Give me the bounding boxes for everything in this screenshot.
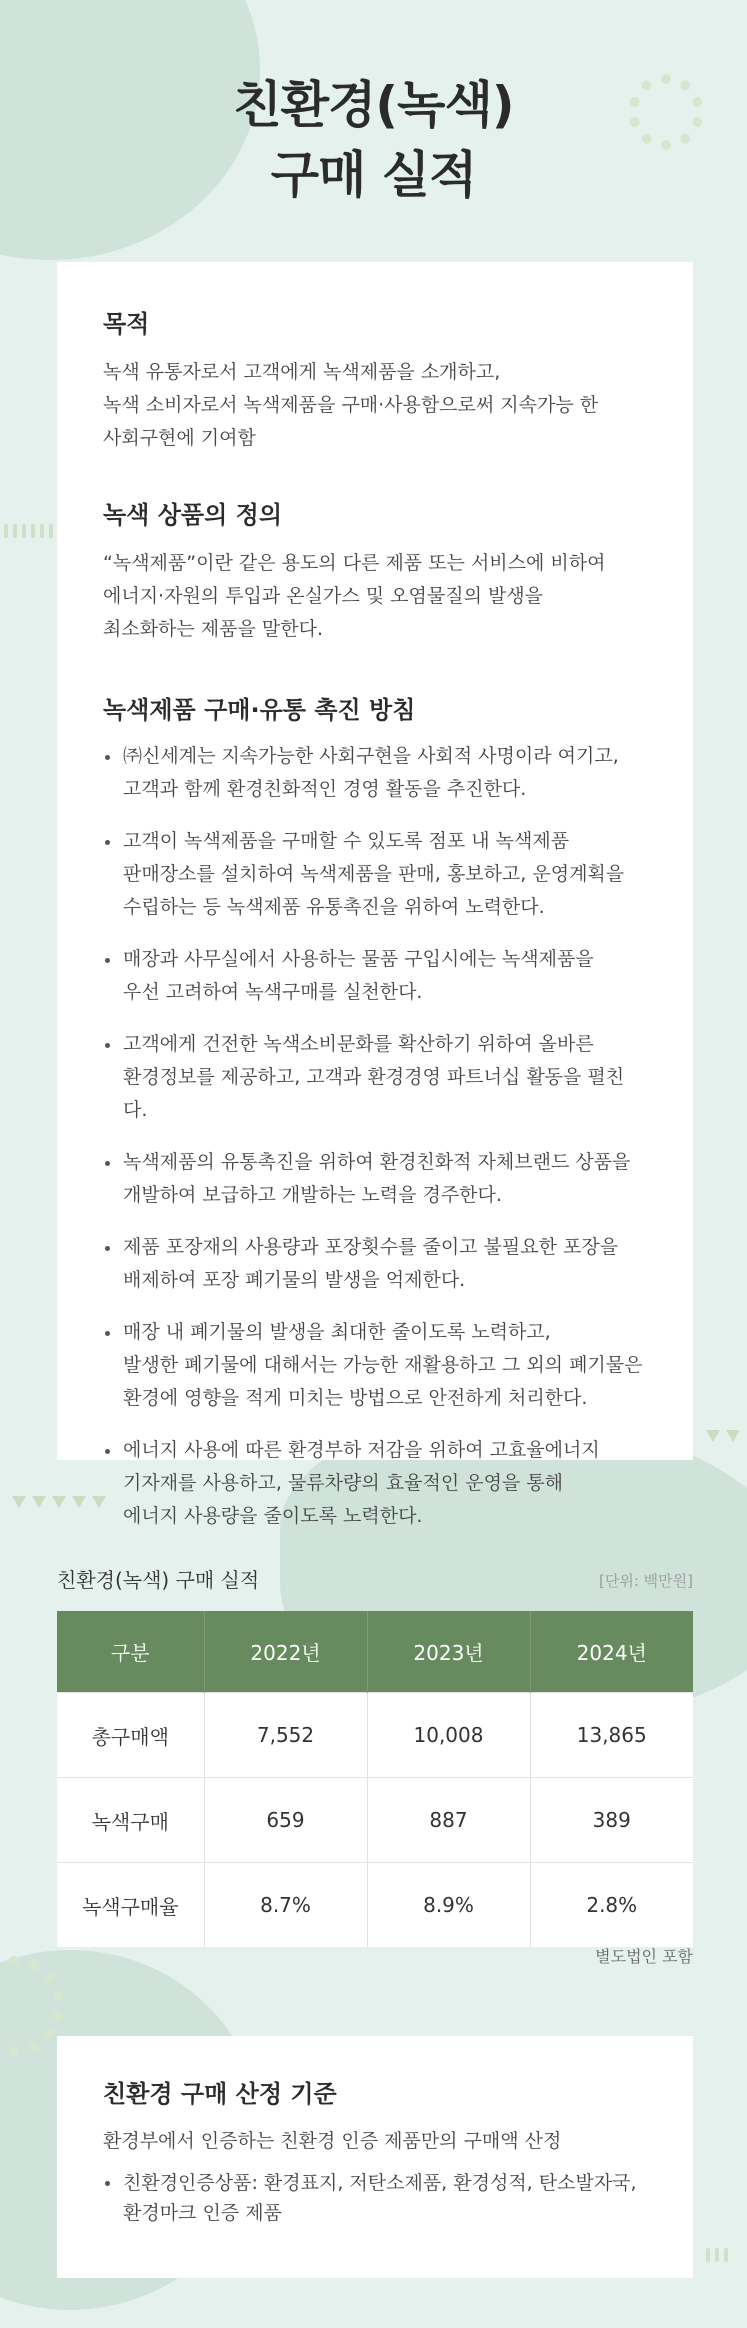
- dash-decoration: [706, 2248, 728, 2262]
- table-cell: 659: [204, 1778, 367, 1863]
- page-title-line2: 구매 실적: [270, 146, 477, 204]
- table-cell: 녹색구매: [57, 1778, 204, 1863]
- criteria-card: [57, 2036, 693, 2278]
- table-header-cell: 구분: [57, 1611, 204, 1693]
- policy-card: [57, 262, 693, 1527]
- purpose-title: 목적: [103, 310, 150, 338]
- table-cell: 8.9%: [367, 1863, 530, 1948]
- table-header-row: [57, 1611, 693, 1693]
- purpose-text: 녹색 유통자로서 고객에게 녹색제품을 소개하고, 녹색 소비자로서 녹색제품을 구매·사용함으로써 지속가능 한 사회구현에 기여함: [103, 361, 599, 449]
- policy-item: 녹색제품의 유통촉진을 위하여 환경친화적 자체브랜드 상품을 개발하여 보급하고 개발하는 노력을 경주한다.: [103, 1146, 647, 1212]
- triangle-decoration: [12, 1496, 106, 1508]
- policy-item: 고객이 녹색제품을 구매할 수 있도록 점포 내 녹색제품 판매장소를 설치하여 녹색제품을 판매, 홍보하고, 운영계획을 수립하는 등 녹색제품 유통촉진을 위하여 노력한다.: [103, 825, 647, 924]
- policy-item: 매장과 사무실에서 사용하는 물품 구입시에는 녹색제품을 우선 고려하여 녹색구매를 실천한다.: [103, 943, 647, 1009]
- table-row: [57, 1778, 693, 1863]
- table-cell: 13,865: [530, 1693, 693, 1778]
- table-cell: 2.8%: [530, 1863, 693, 1948]
- page-title-line1: 친환경(녹색): [233, 76, 514, 134]
- criteria-text: 환경부에서 인증하는 친환경 인증 제품만의 구매액 산정: [103, 2130, 562, 2152]
- page-title: [0, 70, 747, 210]
- criteria-list: [103, 2168, 647, 2228]
- table-note: 별도법인 포함: [595, 1947, 693, 1966]
- table-header-cell: 2024년: [530, 1611, 693, 1693]
- table-cell: 389: [530, 1778, 693, 1863]
- table-cell: 녹색구매율: [57, 1863, 204, 1948]
- policy-item: ㈜신세계는 지속가능한 사회구현을 사회적 사명이라 여기고, 고객과 함께 환경친화적인 경영 활동을 추진한다.: [103, 740, 647, 806]
- performance-table: [57, 1611, 693, 1947]
- table-cell: 총구매액: [57, 1693, 204, 1778]
- table-caption: 친환경(녹색) 구매 실적: [57, 1568, 260, 1592]
- policy-list: [103, 740, 647, 1533]
- policy-item: 제품 포장재의 사용량과 포장횟수를 줄이고 불필요한 포장을 배제하여 포장 폐기물의 발생을 억제한다.: [103, 1231, 647, 1297]
- table-cell: 10,008: [367, 1693, 530, 1778]
- definition-text: “녹색제품”이란 같은 용도의 다른 제품 또는 서비스에 비하여 에너지·자원의 투입과 온실가스 및 오염물질의 발생을 최소화하는 제품을 말한다.: [103, 552, 606, 640]
- policy-item: 매장 내 폐기물의 발생을 최대한 줄이도록 노력하고, 발생한 폐기물에 대해서는 가능한 재활용하고 그 외의 폐기물은 환경에 영향을 적게 미치는 방법으로 안전하게 처리한다.: [103, 1316, 647, 1415]
- table-header-cell: 2023년: [367, 1611, 530, 1693]
- table-cell: 8.7%: [204, 1863, 367, 1948]
- table-cell: 7,552: [204, 1693, 367, 1778]
- table-cell: 887: [367, 1778, 530, 1863]
- table-header-cell: 2022년: [204, 1611, 367, 1693]
- criteria-title: 친환경 구매 산정 기준: [103, 2080, 337, 2108]
- policy-item: 에너지 사용에 따른 환경부하 저감을 위하여 고효율에너지 기자재를 사용하고, 물류차량의 효율적인 운영을 통해 에너지 사용량을 줄이도록 노력한다.: [103, 1434, 647, 1533]
- criteria-item: 친환경인증상품: 환경표지, 저탄소제품, 환경성적, 탄소발자국, 환경마크 인증 제품: [103, 2168, 647, 2228]
- table-row: [57, 1863, 693, 1948]
- table-unit: [단위: 백만원]: [599, 1572, 693, 1590]
- definition-title: 녹색 상품의 정의: [103, 501, 282, 529]
- policy-item: 고객에게 건전한 녹색소비문화를 확산하기 위하여 올바른 환경정보를 제공하고, 고객과 환경경영 파트너십 활동을 펼친다.: [103, 1028, 647, 1127]
- dash-decoration: [4, 524, 53, 538]
- table-row: [57, 1693, 693, 1778]
- triangle-decoration: [706, 1430, 740, 1442]
- policy-title: 녹색제품 구매·유통 촉진 방침: [103, 696, 416, 724]
